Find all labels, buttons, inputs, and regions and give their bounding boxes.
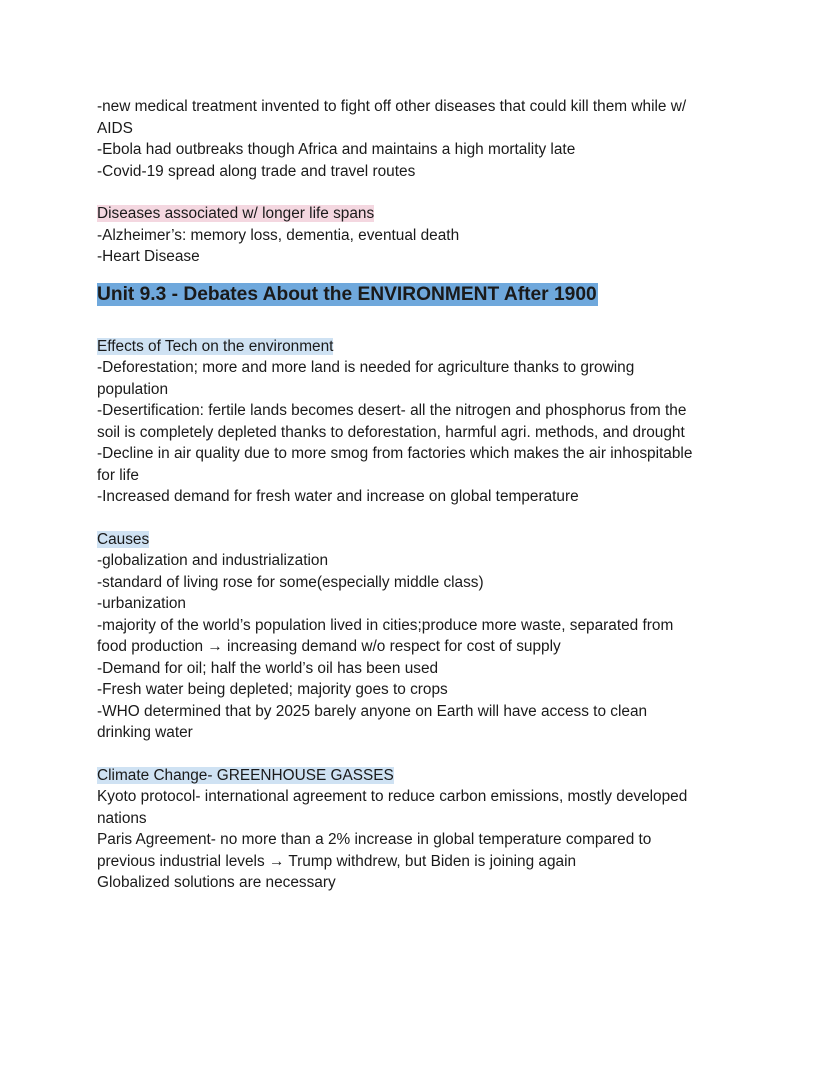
text-line: Paris Agreement- no more than a 2% increase in global temperature compared to	[97, 831, 652, 848]
text-line: -Deforestation; more and more land is needed for agriculture thanks to growing	[97, 359, 635, 376]
text-line: -Increased demand for fresh water and increase on global temperature	[97, 488, 579, 505]
text-line: -Ebola had outbreaks though Africa and maintains a high mortality late	[97, 141, 576, 158]
spacer	[97, 182, 737, 203]
text-line: Kyoto protocol- international agreement to reduce carbon emissions, mostly developed	[97, 788, 688, 805]
text-line: -Fresh water being depleted; majority goes to crops	[97, 681, 448, 698]
text-line: -Covid-19 spread along trade and travel routes	[97, 162, 416, 180]
text-line: soil is completely depleted thanks to deforestation, harmful agri. methods, and drought	[97, 423, 685, 441]
text-line: -new medical treatment invented to fight off other diseases that could kill them while w/	[97, 98, 687, 115]
text-line: for life	[97, 466, 139, 484]
climate-section	[97, 765, 737, 894]
spacer	[97, 508, 737, 529]
text-line: drinking water	[97, 724, 193, 741]
longevity-section	[97, 203, 737, 268]
section-heading-effects-of-tech: Effects of Tech on the environment	[97, 337, 334, 355]
unit-title-text: Unit 9.3 - Debates About the ENVIRONMENT After 1900	[97, 283, 597, 305]
section-heading-climate-change: Climate Change- GREENHOUSE GASSES	[97, 766, 394, 784]
section-heading-diseases-longer-life: Diseases associated w/ longer life spans	[97, 205, 375, 222]
text-line: -standard of living rose for some(especially middle class)	[97, 573, 484, 591]
text-line: population	[97, 380, 169, 398]
text-line: -Alzheimer’s: memory loss, dementia, eventual death	[97, 226, 460, 244]
text-line: -urbanization	[97, 595, 186, 612]
effects-section	[97, 336, 737, 508]
text-line: -Demand for oil; half the world’s oil has been used	[97, 659, 439, 677]
causes-section	[97, 529, 737, 744]
text-line: -Heart Disease	[97, 248, 200, 265]
text-line: nations	[97, 809, 147, 827]
text-line: -WHO determined that by 2025 barely anyone on Earth will have access to clean	[97, 702, 648, 720]
text-line: -globalization and industrialization	[97, 552, 329, 569]
unit-title	[97, 282, 737, 308]
text-line: -Desertification: fertile lands becomes desert- all the nitrogen and phosphorus from the	[97, 402, 687, 419]
section-heading-causes: Causes	[97, 530, 150, 548]
text-line: Globalized solutions are necessary	[97, 874, 336, 891]
spacer	[97, 744, 737, 765]
text-line: -Decline in air quality due to more smog from factories which makes the air inhospitable	[97, 445, 693, 462]
document-page	[97, 96, 737, 894]
top-section	[97, 96, 737, 182]
text-line: AIDS	[97, 119, 133, 137]
text-line: previous industrial levels → Trump withdrew, but Biden is joining again	[97, 852, 577, 870]
text-line: -majority of the world’s population lived in cities;produce more waste, separated from	[97, 616, 674, 634]
text-line: food production → increasing demand w/o respect for cost of supply	[97, 638, 561, 655]
